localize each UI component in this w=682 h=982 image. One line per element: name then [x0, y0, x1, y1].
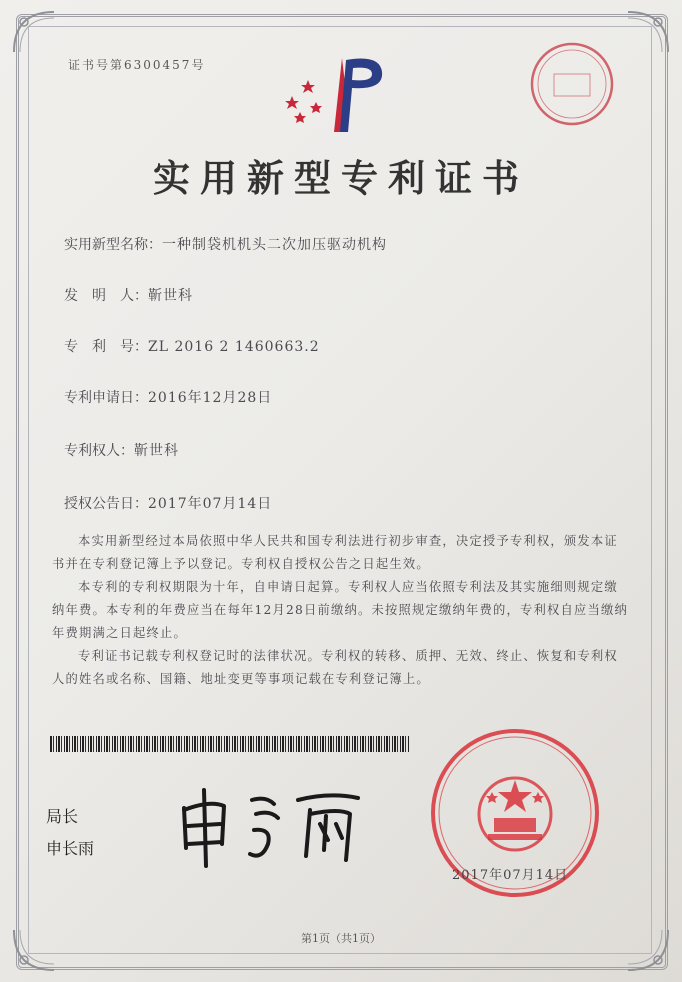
patentee-value: 靳世科 [134, 443, 179, 459]
inventor-label: 发 明 人： [64, 288, 148, 304]
corner-ornament-icon [624, 8, 672, 56]
filing-date-label: 专利申请日： [64, 390, 148, 406]
body-paragraph: 本实用新型经过本局依照中华人民共和国专利法进行初步审查，决定授予专利权，颁发本证书并在专利登记簿上予以登记。专利权自授权公告之日起生效。 [52, 534, 618, 571]
patent-number-label: 专 利 号： [64, 339, 148, 355]
body-paragraph: 专利证书记载专利权登记时的法律状况。专利权的转移、质押、无效、终止、恢复和专利权人的姓名或名称、国籍、地址变更等事项记载在专利登记簿上。 [52, 649, 618, 686]
utility-model-name-row [64, 234, 387, 254]
certificate-number: 证书号第6300457号 [68, 58, 206, 72]
patent-number-value: ZL 2016 2 1460663.2 [148, 339, 320, 355]
body-paragraph: 本专利的专利权期限为十年，自申请日起算。专利权人应当依照专利法及其实施细则规定缴纳年费。本专利的年费应当在每年12月28日前缴纳。未按照规定缴纳年费的，专利权自应当缴纳年费期满之日起终止。 [52, 580, 628, 640]
patentee-row [64, 440, 179, 460]
director-name: 申长雨 [46, 839, 95, 858]
patent-office-logo-icon [282, 52, 394, 138]
announcement-date-label: 授权公告日： [64, 496, 148, 512]
announcement-date-row [64, 493, 272, 513]
patent-number-row [64, 336, 320, 356]
stamp-duty-seal-icon [528, 40, 616, 128]
director-title: 局长 [46, 807, 79, 826]
certificate-title: 实用新型专利证书 [153, 156, 529, 200]
utility-model-name-label: 实用新型名称： [64, 237, 162, 253]
announcement-date-value: 2017年07月14日 [148, 496, 273, 512]
filing-date-row [64, 387, 272, 407]
filing-date-value: 2016年12月28日 [148, 390, 273, 406]
utility-model-name-value: 一种制袋机机头二次加压驱动机构 [162, 237, 387, 253]
inventor-row [64, 285, 193, 305]
seal-date: 2017年07月14日 [452, 868, 569, 883]
director-signature [170, 770, 370, 880]
corner-ornament-icon [10, 8, 58, 56]
patentee-label: 专利权人： [64, 443, 134, 459]
inventor-value: 靳世科 [148, 288, 193, 304]
page-indicator: 第1页（共1页） [301, 932, 381, 945]
barcode [50, 736, 410, 752]
